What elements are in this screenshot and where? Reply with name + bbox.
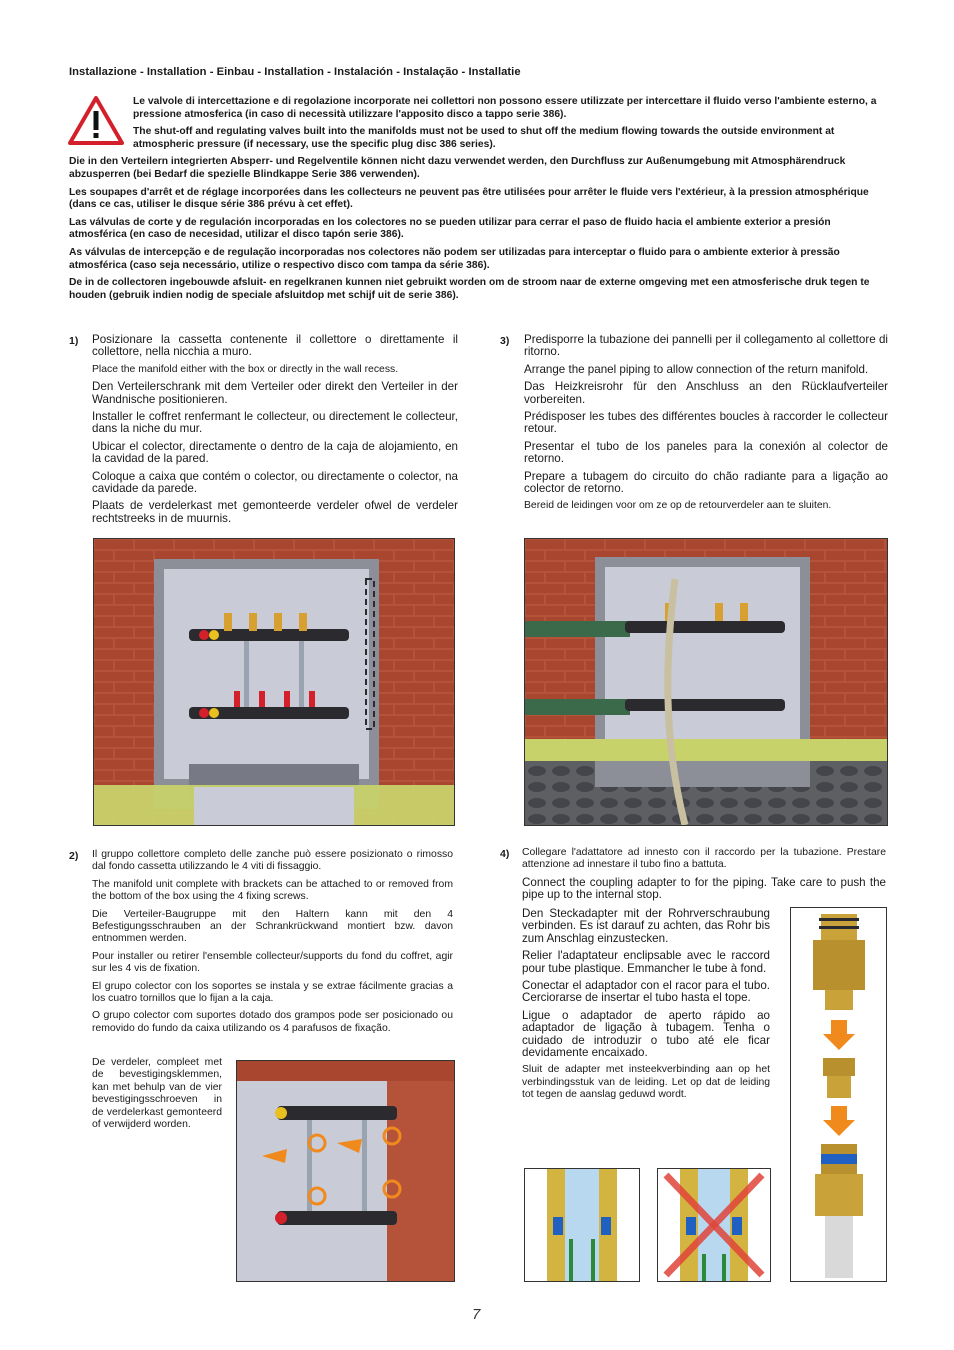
step-1-text bbox=[92, 334, 458, 530]
step-4-fr: Relier l'adaptateur enclipsable avec le raccord pour tube plastique. Emmancher le tube à fond. bbox=[522, 949, 770, 975]
step-1-de: Den Verteilerschrank mit dem Verteiler oder direkt den Verteiler in der Wandnische positionieren. bbox=[92, 380, 458, 406]
step-2-en: The manifold unit complete with brackets can be attached to or removed from the bottom of the box using the 4 fixing screws. bbox=[92, 878, 453, 903]
step-4-de: Den Steckadapter mit der Rohrverschraubung verbinden. Es ist darauf zu achten, das Rohr bis zum Anschlag einzustecken. bbox=[522, 907, 770, 945]
step-2-pt: O grupo colector com suportes dotado dos grampos pode ser posicionado ou removido do fundo da caixa utilizando os 4 parafusos de fixação. bbox=[92, 1010, 453, 1034]
warning-de: Die in den Verteilern integrierten Absperr- und Regelventile können nicht dazu verwendet werden, den Durchfluss zur Außenumgebung mit Atmosphärendruck abzusperren (bei Bedarf die spezielle Blindkappe Serie 386 verwenden). bbox=[69, 156, 846, 180]
step-2-number: 2) bbox=[69, 850, 79, 862]
warning-es: Las válvulas de corte y de regulación incorporadas en los colectores no se pueden utilizar para cerrar el paso de fluido hacia el ambiente exterior a presión atmosférica (en caso de necesidad, utilizar el disco tapón serie 386). bbox=[69, 216, 831, 241]
step-1-nl: Plaats de verdelerkast met gemonteerde verdeler ofwel de verdeler rechtstreeks in de muurnis. bbox=[92, 499, 458, 525]
warning-nl: De in de collectoren ingebouwde afsluit- en regelkranen kunnen niet gebruikt worden om de stroom naar de externe omgeving met een atmosferische druk tegen te houden (gebruik indien nodig de speciale afsluitdop met schijf uit de serie 386). bbox=[69, 277, 870, 301]
step-4-text-narrow bbox=[522, 908, 770, 1107]
step-3-text bbox=[524, 334, 888, 518]
step-3-it: Predisporre la tubazione dei pannelli per il collegamento al collettore di ritorno. bbox=[524, 333, 888, 359]
warning-fr: Les soupapes d'arrêt et de réglage incorporées dans les collecteurs ne peuvent pas être utilisées pour arrêter le fluide vers l'extérieur, à la pression atmosphérique (dans ce cas, utiliser le disque série 386 prévu à cet effet). bbox=[69, 186, 869, 211]
figure-manifold-fixing-screws bbox=[236, 1060, 455, 1282]
warning-block bbox=[69, 96, 889, 307]
figure-section-incorrect bbox=[657, 1168, 771, 1282]
step-3-de: Das Heizkreisrohr für den Anschluss an den Rücklaufverteiler vorbereiten. bbox=[524, 380, 888, 406]
figure-section-correct bbox=[524, 1168, 640, 1282]
step-4-text-wide bbox=[522, 847, 886, 907]
step-2-text bbox=[92, 849, 453, 1040]
step-1-number: 1) bbox=[69, 335, 79, 347]
section-heading: Installazione - Installation - Einbau - Installation - Instalación - Instalação - Installatie bbox=[69, 66, 521, 78]
step-1-pt: Coloque a caixa que contém o colector, ou directamente o colector, na cavidade da parede. bbox=[92, 469, 458, 496]
step-2-fr: Pour installer ou retirer l'ensemble collecteur/supports du fond du coffret, agir sur les 4 vis de fixation. bbox=[92, 950, 453, 975]
step-3-number: 3) bbox=[500, 335, 510, 347]
step-3-pt: Prepare a tubagem do circuito do chão radiante para a ligação ao colector de retorno. bbox=[524, 469, 888, 496]
warning-pt: As válvulas de intercepção e de regulação incorporadas nos colectores não podem ser utilizadas para interceptar o fluido para o ambiente exterior à pressão atmosférica (caso seja necessário, utilize o respectivo disco com tampa da série 386). bbox=[69, 246, 840, 271]
step-4-pt: Ligue o adaptador de aperto rápido ao adaptador de ligação à tubagem. Tenha o cuidado de introduzir o tubo até ele ficar devidamente encaixado. bbox=[522, 1008, 770, 1060]
step-2-it: Il gruppo collettore completo delle zanche può essere posizionato o rimosso dal fondo cassetta utilizzando le 4 viti di fissaggio. bbox=[92, 849, 453, 873]
step-2-de: Die Verteiler-Baugruppe mit den Haltern kann mit den 4 Befestigungsschrauben an der Schrankrückwand montiert bzw. davon entnommen werden. bbox=[92, 908, 453, 945]
page-number: 7 bbox=[472, 1306, 481, 1323]
figure-panel-piping bbox=[524, 538, 888, 826]
step-3-en: Arrange the panel piping to allow connection of the return manifold. bbox=[524, 362, 869, 376]
step-2-es: El grupo colector con los soportes se instala y se extrae fácilmente gracias a los cuatro tornillos que lo fijan a la caja. bbox=[92, 980, 453, 1005]
step-1-en: Place the manifold either with the box or directly in the wall recess. bbox=[92, 363, 399, 375]
figure-coupling-adapter bbox=[790, 907, 887, 1282]
figure-manifold-in-wall-box bbox=[93, 538, 455, 826]
step-2-nl: De verdeler, compleet met de bevestigingsklemmen, kan met behulp van de vier bevestigingsschroeven in de verdelerkast gemonteerd of verwijderd worden. bbox=[92, 1057, 222, 1131]
step-4-en: Connect the coupling adapter to for the piping. Take care to push the pipe up to the internal stop. bbox=[522, 875, 886, 902]
step-1-fr: Installer le coffret renfermant le collecteur, ou directement le collecteur, dans la niche du mur. bbox=[92, 410, 458, 436]
arrow-down-icon bbox=[823, 1020, 855, 1050]
step-4-nl: Sluit de adapter met insteekverbinding aan op het verbindingsstuk van de leiding. Let op dat de leiding tot tegen de aanslag geduwd wordt. bbox=[522, 1064, 770, 1101]
step-3-fr: Prédisposer les tubes des différentes boucles à raccorder le collecteur retour. bbox=[524, 410, 888, 436]
step-4-es: Conectar el adaptador con el racor para el tubo. Cerciorarse de insertar el tubo hasta el tope. bbox=[522, 979, 770, 1005]
step-4-number: 4) bbox=[500, 848, 510, 860]
step-1-es: Ubicar el colector, directamente o dentro de la caja de alojamiento, en la cavidad de la pared. bbox=[92, 439, 458, 466]
step-4-it: Collegare l'adattatore ad innesto con il raccordo per la tubazione. Prestare attenzione ad innestare il tubo fino a battuta. bbox=[522, 847, 886, 871]
warning-it: Le valvole di intercettazione e di regolazione incorporate nei collettori non possono essere utilizzate per intercettare il fluido verso l'ambiente esterno, a pressione atmosferica (in caso di necessità utilizzare l'apposito disco a tappo serie 386). bbox=[133, 96, 877, 120]
warning-en: The shut-off and regulating valves built into the manifolds must not be used to shut off the medium flowing towards the outside environment at atmospheric pressure (if necessary, use the specific plug disc 386 series). bbox=[133, 126, 835, 150]
arrow-down-icon bbox=[823, 1106, 855, 1136]
step-3-es: Presentar el tubo de los paneles para la conexión al colector de retorno. bbox=[524, 439, 888, 466]
step-3-nl: Bereid de leidingen voor om ze op de retourverdeler aan te sluiten. bbox=[524, 500, 832, 512]
step-1-it: Posizionare la cassetta contenente il collettore o direttamente il collettore, nella nicchia a muro. bbox=[92, 333, 458, 359]
